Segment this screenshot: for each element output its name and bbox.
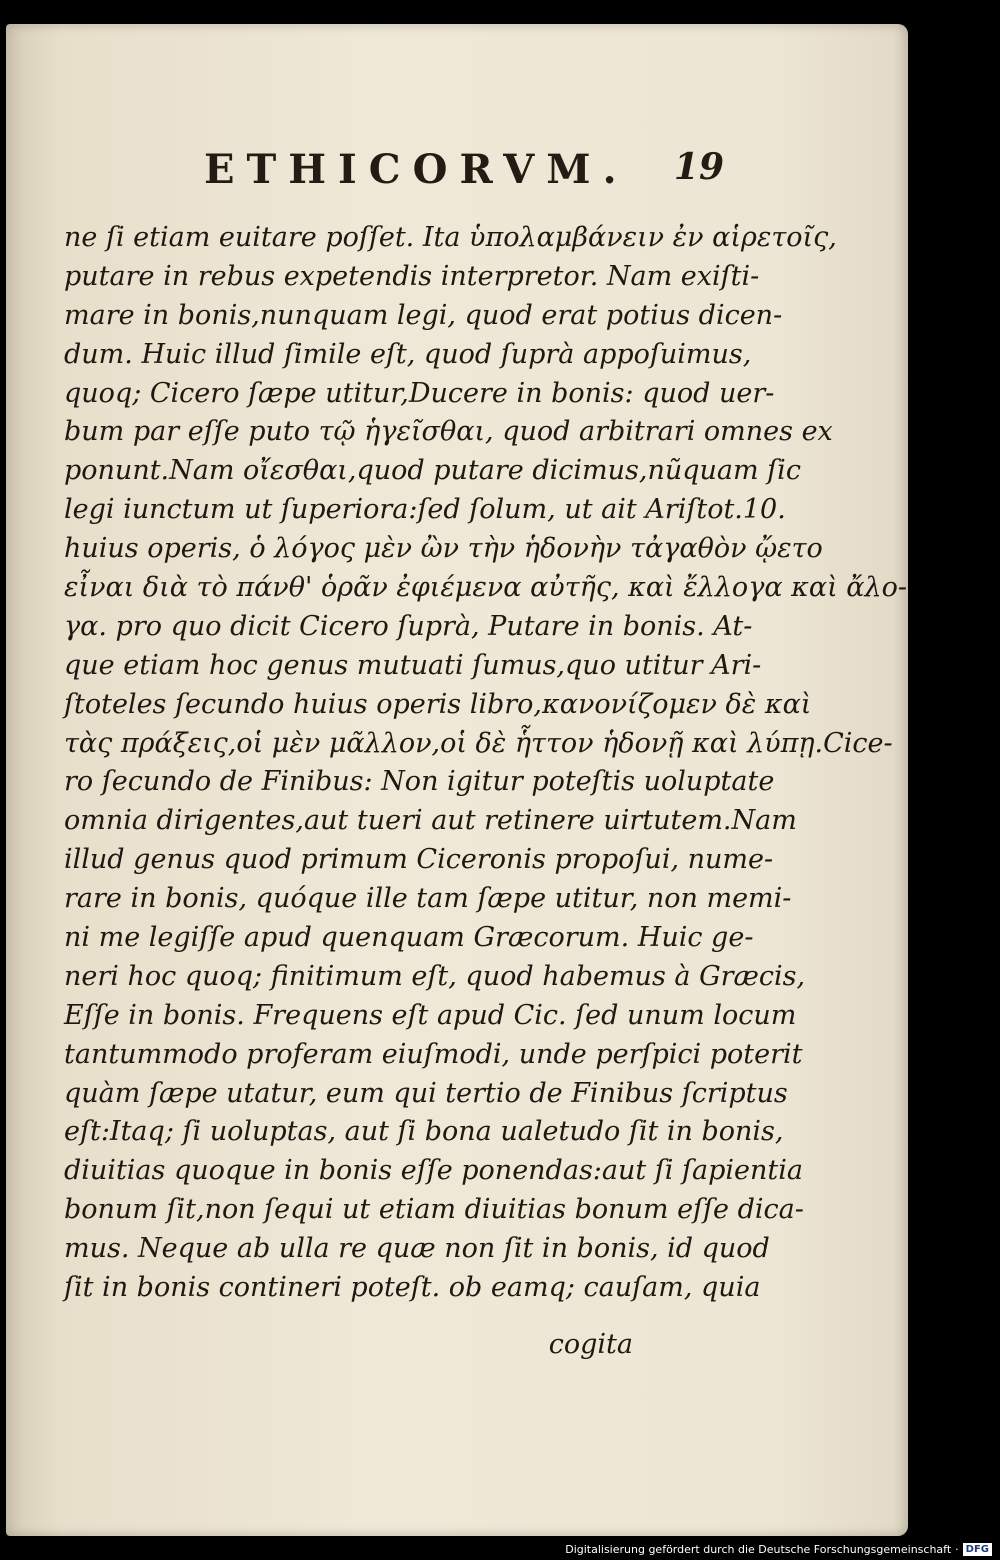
text-line: neri hoc quoq; finitimum eſt, quod habemus à Græcis, <box>64 960 806 992</box>
text-line: mare in bonis,nunquam legi, quod erat potius dicen- <box>64 299 783 331</box>
dfg-logo-icon: DFG <box>963 1543 992 1556</box>
text-line: diuitias quoque in bonis eſſe ponendas:aut ſi ſapientia <box>64 1155 803 1187</box>
text-line: ro ſecundo de Finibus: Non igitur poteſtis uoluptate <box>64 766 775 798</box>
text-line: tantummodo proferam eiuſmodi, unde perſpici poterit <box>64 1038 803 1070</box>
text-line: que etiam hoc genus mutuati ſumus,quo utitur Ari- <box>64 649 762 681</box>
book-page <box>6 24 908 1536</box>
text-line: ponunt.Nam οἴεσθαι,quod putare dicimus,nũquam ſic <box>64 455 801 487</box>
text-line: eſt:Itaq; ſi uoluptas, aut ſi bona ualetudo ſit in bonis, <box>64 1116 784 1148</box>
text-line: ſtoteles ſecundo huius operis libro,κανονίζομεν δὲ καὶ <box>64 688 812 720</box>
text-line: bonum ſit,non ſequi ut etiam diuitias bonum eſſe dica- <box>64 1194 804 1226</box>
text-line: τὰς πράξεις,οἱ μὲν μᾶλλον,οἱ δὲ ἧττον ἡδονῇ καὶ λύπῃ.Cice- <box>64 727 893 759</box>
digitization-footer <box>565 1543 992 1556</box>
text-line: quàm ſæpe utatur, eum qui tertio de Finibus ſcriptus <box>64 1077 788 1109</box>
text-line: ſit in bonis contineri poteſt. ob eamq; cauſam, quia <box>64 1272 761 1304</box>
text-line: legi iunctum ut ſuperiora:ſed ſolum, ut ait Ariſtot.10. <box>64 494 786 526</box>
text-line: illud genus quod primum Ciceronis propoſui, nume- <box>64 844 774 876</box>
text-line: ne ſi etiam euitare poſſet. Ita ὑπολαμβάνειν ἐν αἱρετοῖς, <box>64 222 837 253</box>
body-text <box>64 219 907 1308</box>
text-line: mus. Neque ab ulla re quæ non ſit in bonis, id quod <box>64 1233 770 1265</box>
text-line: omnia dirigentes,aut tueri aut retinere uirtutem.Nam <box>64 805 797 837</box>
text-line: rare in bonis, quóque ille tam ſæpe utitur, non memi- <box>64 883 792 915</box>
text-line: bum par eſſe puto τῷ ἡγεῖσθαι, quod arbitrari omnes ex <box>64 416 833 448</box>
text-line: ni me legiſſe apud quenquam Græcorum. Huic ge- <box>64 922 754 954</box>
funding-credit: Digitalisierung gefördert durch die Deutsche Forschungsgemeinschaft <box>565 1543 952 1556</box>
text-line: quoq; Cicero ſæpe utitur,Ducere in bonis: quod uer- <box>64 377 775 409</box>
catchword: cogita <box>548 1329 633 1360</box>
text-line: εἶναι διὰ τὸ πάνθ' ὁρᾶν ἐφιέμενα αὐτῆς, καὶ ἔλλογα καὶ ἄλο- <box>64 572 907 604</box>
text-line: dum. Huic illud ſimile eſt, quod ſuprà appoſuimus, <box>64 338 752 370</box>
page-number: 19 <box>673 146 724 188</box>
text-line: Eſſe in bonis. Frequens eſt apud Cic. ſed unum locum <box>64 999 797 1031</box>
text-line: huius operis, ὁ λόγος μὲν ὢν τὴν ἡδονὴν τἀγαθὸν ᾤετο <box>64 533 823 565</box>
page-header <box>204 146 724 206</box>
running-title: ETHICORVM. <box>204 146 629 193</box>
text-line: putare in rebus expetendis interpretor. Nam exiſti- <box>64 260 760 292</box>
footer-separator: · <box>955 1543 959 1556</box>
text-line: γα. pro quo dicit Cicero ſuprà, Putare in bonis. At- <box>64 610 753 642</box>
